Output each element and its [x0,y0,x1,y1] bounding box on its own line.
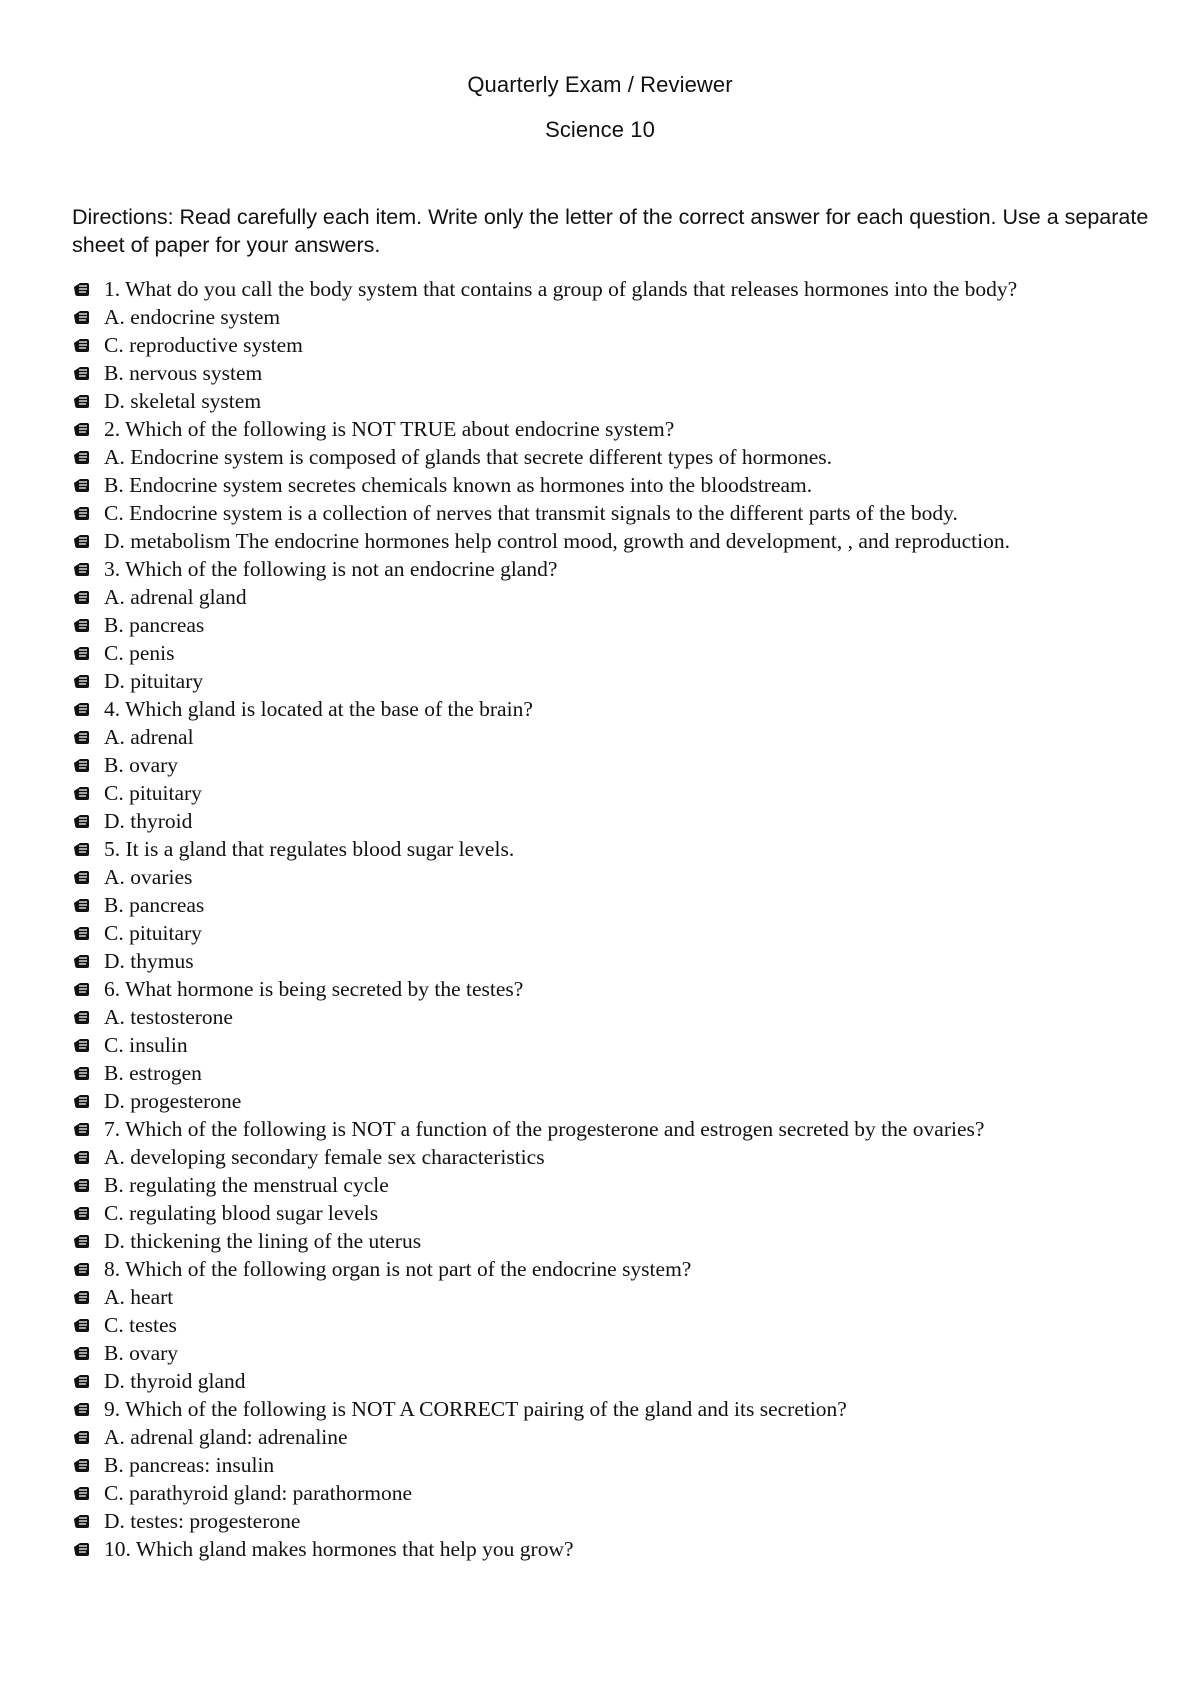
pointing-hand-icon [72,1287,92,1307]
pointing-hand-icon [72,1091,92,1111]
answer-option [72,499,1162,527]
line-text: 6. What hormone is being secreted by the testes? [104,977,524,1001]
line-text: C. testes [104,1313,177,1337]
pointing-hand-icon [72,391,92,411]
answer-option [72,359,1162,387]
answer-option [72,527,1162,555]
pointing-hand-icon [72,923,92,943]
line-text: D. skeletal system [104,389,262,413]
answer-option [72,471,1162,499]
line-text: A. adrenal gland [104,585,247,609]
pointing-hand-icon [72,811,92,831]
line-text: D. thickening the lining of the uterus [104,1229,422,1253]
line-text: 2. Which of the following is NOT TRUE about endocrine system? [104,417,675,441]
answer-option [72,779,1162,807]
pointing-hand-icon [72,643,92,663]
question-item [72,1255,1162,1283]
question-item [72,1395,1162,1423]
answer-option [72,443,1162,471]
pointing-hand-icon [72,867,92,887]
line-text: B. Endocrine system secretes chemicals known as hormones into the bloodstream. [104,473,813,497]
line-text: 5. It is a gland that regulates blood sugar levels. [104,837,515,861]
pointing-hand-icon [72,307,92,327]
line-text: B. pancreas [104,613,205,637]
answer-option [72,667,1162,695]
pointing-hand-icon [72,1063,92,1083]
line-text: A. adrenal [104,725,194,749]
line-text: A. heart [104,1285,174,1309]
pointing-hand-icon [72,1147,92,1167]
pointing-hand-icon [72,755,92,775]
pointing-hand-icon [72,1175,92,1195]
pointing-hand-icon [72,1455,92,1475]
answer-option [72,1143,1162,1171]
pointing-hand-icon [72,335,92,355]
pointing-hand-icon [72,503,92,523]
answer-option [72,1507,1162,1535]
pointing-hand-icon [72,475,92,495]
pointing-hand-icon [72,1343,92,1363]
line-text: C. penis [104,641,175,665]
answer-option [72,1423,1162,1451]
pointing-hand-icon [72,587,92,607]
pointing-hand-icon [72,1119,92,1139]
pointing-hand-icon [72,531,92,551]
question-item [72,975,1162,1003]
line-text: B. ovary [104,753,179,777]
answer-option [72,1059,1162,1087]
line-text: C. pituitary [104,781,202,805]
answer-option [72,303,1162,331]
pointing-hand-icon [72,279,92,299]
answer-option [72,1171,1162,1199]
line-text: C. insulin [104,1033,188,1057]
pointing-hand-icon [72,447,92,467]
answer-option [72,863,1162,891]
pointing-hand-icon [72,363,92,383]
line-text: 7. Which of the following is NOT a function of the progesterone and estrogen secreted by the ovaries? [104,1117,985,1141]
pointing-hand-icon [72,671,92,691]
pointing-hand-icon [72,419,92,439]
answer-option [72,1367,1162,1395]
question-item [72,1115,1162,1143]
answer-option [72,1311,1162,1339]
line-text: A. endocrine system [104,305,281,329]
pointing-hand-icon [72,1203,92,1223]
pointing-hand-icon [72,1399,92,1419]
question-list [72,275,1162,1563]
answer-option [72,947,1162,975]
answer-option [72,1199,1162,1227]
line-text: D. metabolism The endocrine hormones help control mood, growth and development, , and reproduction. [104,529,1010,553]
line-text: C. Endocrine system is a collection of nerves that transmit signals to the different parts of the body. [104,501,958,525]
directions-text: Directions: Read carefully each item. Write only the letter of the correct answer for each question. Use a separate sheet of paper for your answers. [72,205,1149,257]
answer-option [72,639,1162,667]
line-text: D. thyroid gland [104,1369,246,1393]
line-text: D. thymus [104,949,194,973]
line-text: B. ovary [104,1341,179,1365]
answer-option [72,751,1162,779]
page-subtitle: Science 10 [545,117,655,142]
answer-option [72,1031,1162,1059]
line-text: D. pituitary [104,669,204,693]
line-text: B. pancreas [104,893,205,917]
pointing-hand-icon [72,979,92,999]
pointing-hand-icon [72,727,92,747]
pointing-hand-icon [72,951,92,971]
line-text: 3. Which of the following is not an endocrine gland? [104,557,558,581]
pointing-hand-icon [72,1427,92,1447]
line-text: A. adrenal gland: adrenaline [104,1425,348,1449]
answer-option [72,1339,1162,1367]
question-item [72,275,1162,303]
pointing-hand-icon [72,699,92,719]
line-text: 8. Which of the following organ is not part of the endocrine system? [104,1257,692,1281]
line-text: D. thyroid [104,809,193,833]
question-item [72,555,1162,583]
pointing-hand-icon [72,1371,92,1391]
answer-option [72,1003,1162,1031]
line-text: C. pituitary [104,921,202,945]
answer-option [72,583,1162,611]
page-title: Quarterly Exam / Reviewer [467,72,733,97]
line-text: 1. What do you call the body system that contains a group of glands that releases hormones into the body? [104,277,1018,301]
pointing-hand-icon [72,1315,92,1335]
line-text: B. regulating the menstrual cycle [104,1173,389,1197]
line-text: 10. Which gland makes hormones that help you grow? [104,1537,574,1561]
question-item [72,415,1162,443]
answer-option [72,891,1162,919]
answer-option [72,611,1162,639]
answer-option [72,331,1162,359]
line-text: A. developing secondary female sex characteristics [104,1145,545,1169]
pointing-hand-icon [72,559,92,579]
line-text: B. nervous system [104,361,263,385]
line-text: 9. Which of the following is NOT A CORRECT pairing of the gland and its secretion? [104,1397,847,1421]
answer-option [72,919,1162,947]
pointing-hand-icon [72,1511,92,1531]
line-text: B. pancreas: insulin [104,1453,275,1477]
pointing-hand-icon [72,1259,92,1279]
line-text: B. estrogen [104,1061,202,1085]
line-text: C. parathyroid gland: parathormone [104,1481,413,1505]
pointing-hand-icon [72,1231,92,1251]
line-text: A. Endocrine system is composed of glands that secrete different types of hormones. [104,445,833,469]
pointing-hand-icon [72,1539,92,1559]
answer-option [72,723,1162,751]
pointing-hand-icon [72,1035,92,1055]
line-text: 4. Which gland is located at the base of the brain? [104,697,533,721]
line-text: D. progesterone [104,1089,242,1113]
answer-option [72,1451,1162,1479]
question-item [72,1535,1162,1563]
pointing-hand-icon [72,1007,92,1027]
pointing-hand-icon [72,615,92,635]
pointing-hand-icon [72,895,92,915]
line-text: C. regulating blood sugar levels [104,1201,379,1225]
pointing-hand-icon [72,1483,92,1503]
line-text: A. ovaries [104,865,193,889]
line-text: D. testes: progesterone [104,1509,301,1533]
line-text: A. testosterone [104,1005,233,1029]
pointing-hand-icon [72,783,92,803]
answer-option [72,1479,1162,1507]
answer-option [72,1283,1162,1311]
question-item [72,695,1162,723]
answer-option [72,1227,1162,1255]
pointing-hand-icon [72,839,92,859]
answer-option [72,387,1162,415]
answer-option [72,1087,1162,1115]
line-text: C. reproductive system [104,333,303,357]
question-item [72,835,1162,863]
answer-option [72,807,1162,835]
